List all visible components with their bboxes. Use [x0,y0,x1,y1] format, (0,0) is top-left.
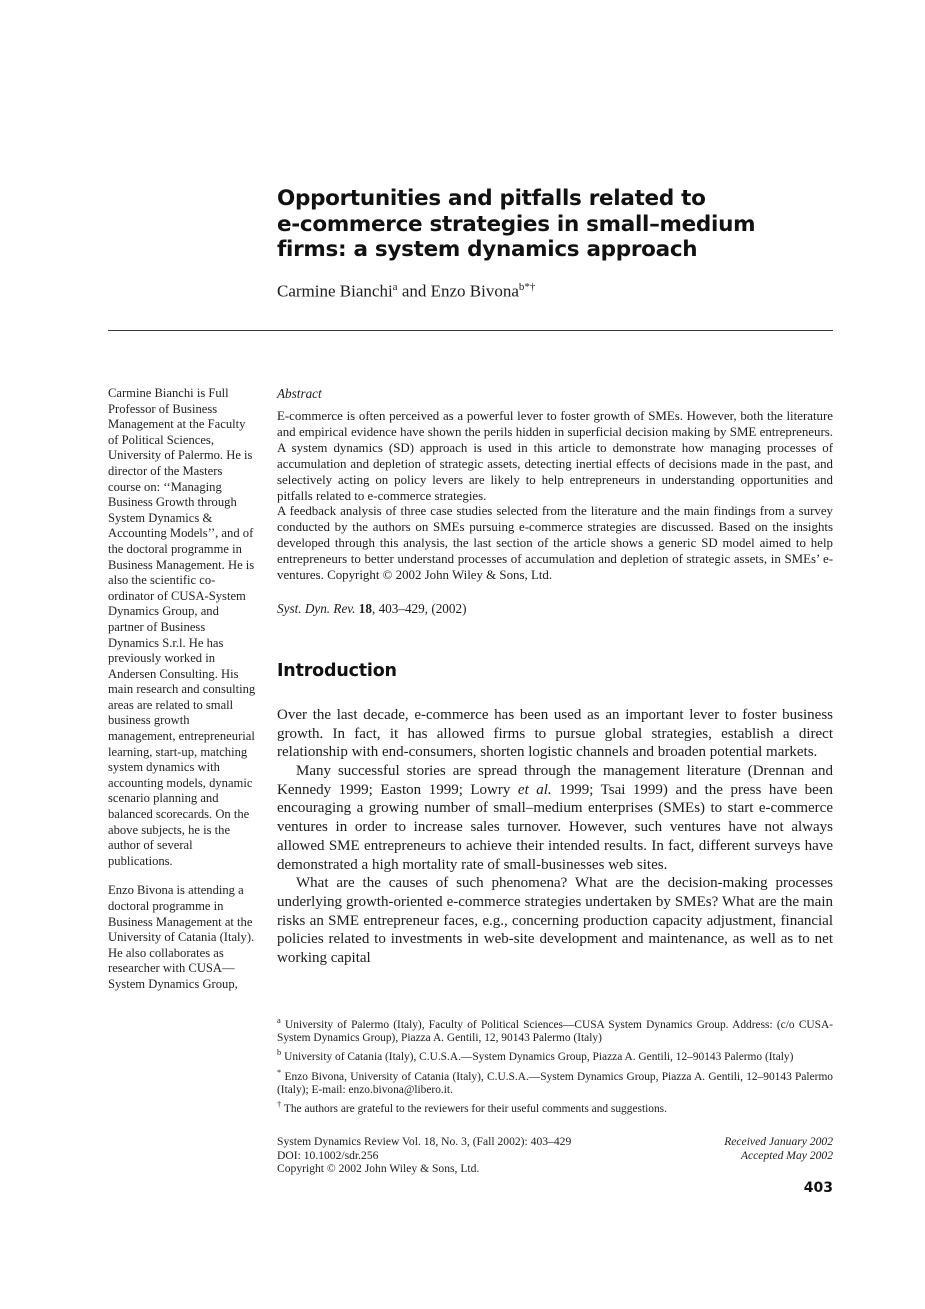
footnote [277,1046,833,1064]
authors-line [277,281,535,302]
author-affiliation-marker: b*† [518,281,536,293]
author-connector: and [397,281,431,301]
body-paragraph: Over the last decade, e-commerce has been used as an important lever to foster business growth. In fact, it has allowed firms to pursue global strategies, establish a direct relationship with end-consumers, shorten logistic channels and broaden potential markets. [277,706,833,761]
footer-copyright-line: Copyright © 2002 John Wiley & Sons, Ltd. [277,1161,480,1175]
footer-doi-line: DOI: 10.1002/sdr.256 [277,1148,379,1162]
footnote-text: The authors are grateful to the reviewers for their useful comments and suggestions. [281,1103,667,1116]
citation-pages: , 403–429, (2002) [371,600,467,616]
section-heading-introduction: Introduction [277,660,397,681]
citation-journal: Syst. Dyn. Rev. [277,600,359,616]
abstract-paragraph: E-commerce is often perceived as a powerful lever to foster growth of SMEs. However, both the literature and empirical evidence have shown the perils hidden in superficial decision making by SME entrepreneurs. A system dynamics (SD) approach is used in this article to demonstrate how managing processes of accumulation and depletion of strategic assets, detecting inertial effects of decisions made in the past, and selectively acting on policy levers are likely to help entrepreneurs in understanding opportunities and pitfalls related to e-commerce strategies. [277,409,833,503]
body-paragraph [277,762,833,874]
journal-citation [277,601,833,617]
footnote [277,1066,833,1098]
introduction-body [277,706,833,968]
author-name: Carmine Bianchi [277,281,393,301]
article-title-line: Opportunities and pitfalls related to [277,186,706,211]
body-text-run: 1999; Tsai 1999) and the press have been encouraging a growing number of small–medium enterprises (SMEs) to start e-commerce ventures in order to increase sales turnover. However, such ventures have not always allowed SME entrepreneurs to achieve their intended results. In fact, different surveys have demonstrated a high mortality rate of small-businesses web sites. [277,781,833,873]
footnote [277,1098,833,1116]
footnote [277,1014,833,1046]
body-text-run: Many successful stories are spread through the management literature (Drennan and Kennedy 1999; Easton 1999; Lowry [277,763,833,798]
page-number: 403 [803,1180,833,1196]
body-text-run-italic: et al. [517,781,552,798]
bio-paragraph: Enzo Bivona is attending a doctoral programme in Business Management at the University of Catania (Italy). He also collaborates as researcher with CUSA—System Dynamics Group, [108,883,255,991]
abstract-heading: Abstract [277,386,322,401]
footer-dates [724,1135,833,1161]
article-title [277,186,857,263]
bio-paragraph: Carmine Bianchi is Full Professor of Business Management at the Faculty of Political Sciences, University of Palermo. He is director of the Masters course on: ‘‘Managing Business Growth through System Dynamics & Accounting Models’’, and of the doctoral programme in Business Management. He is also the scientific co-ordinator of CUSA-System Dynamics Group, and partner of Business Dynamics S.r.l. He has previously worked in Andersen Consulting. His main research and consulting areas are related to small business growth management, entrepreneurial learning, start-up, matching system dynamics with accounting models, dynamic scenario planning and balanced scorecards. On the above subjects, he is the author of several publications. [108,386,256,868]
horizontal-rule [108,330,833,331]
footnotes-block [277,1014,833,1117]
footer-accepted-date: Accepted May 2002 [740,1148,833,1162]
page-footer [277,1135,833,1175]
footnote-marker: a [277,1014,281,1025]
abstract-paragraph: A feedback analysis of three case studies selected from the literature and the main findings from a survey conducted by the authors on SMEs pursuing e-commerce strategies are discussed. Based on the insights developed through this analysis, the last section of the article shows a generic SD model aimed to help entrepreneurs to better understand processes of accumulation and depletion of strategic assets, in SMEs’ e-ventures. Copyright © 2002 John Wiley & Sons, Ltd. [277,504,833,583]
citation-volume: 18 [358,600,372,616]
footer-publication-info [277,1135,571,1175]
author-name: Enzo Bivona [430,281,519,301]
main-column [277,386,833,1175]
body-paragraph: What are the causes of such phenomena? What are the decision-making processes underlying growth-oriented e-commerce strategies undertaken by SMEs? What are the main risks an SME entrepreneur faces, e.g., concerning production capacity adjustment, financial policies related to investments in web-site development and maintenance, as well as to net working capital [277,875,833,967]
footnote-text: University of Palermo (Italy), Faculty of Political Sciences—CUSA System Dynamics Group. Address: (c/o CUSA-System Dynamics Group), Piazza A. Gentili, 12, 90143 Palermo (Italy) [277,1018,833,1045]
abstract-section [277,386,833,584]
footnote-text: Enzo Bivona, University of Catania (Italy), C.U.S.A.—System Dynamics Group, Piazza A. Gentili, 12–90143 Palermo (Italy); E-mail: enzo.bivona@libero.it. [277,1070,833,1096]
author-bio-column [108,386,256,993]
footnote-marker: * [277,1066,282,1077]
article-title-line: e-commerce strategies in small–medium [277,211,756,237]
author-affiliation-marker: a [392,281,398,293]
footer-received-date: Received January 2002 [724,1135,833,1149]
footnote-text: University of Catania (Italy), C.U.S.A.—System Dynamics Group, Piazza A. Gentili, 12–90143 Palermo (Italy) [281,1051,794,1064]
footnote-marker: † [277,1099,282,1110]
footnote-marker: b [277,1047,282,1058]
footer-citation-line: System Dynamics Review Vol. 18, No. 3, (Fall 2002): 403–429 [277,1135,572,1149]
article-title-line: firms: a system dynamics approach [277,237,698,262]
